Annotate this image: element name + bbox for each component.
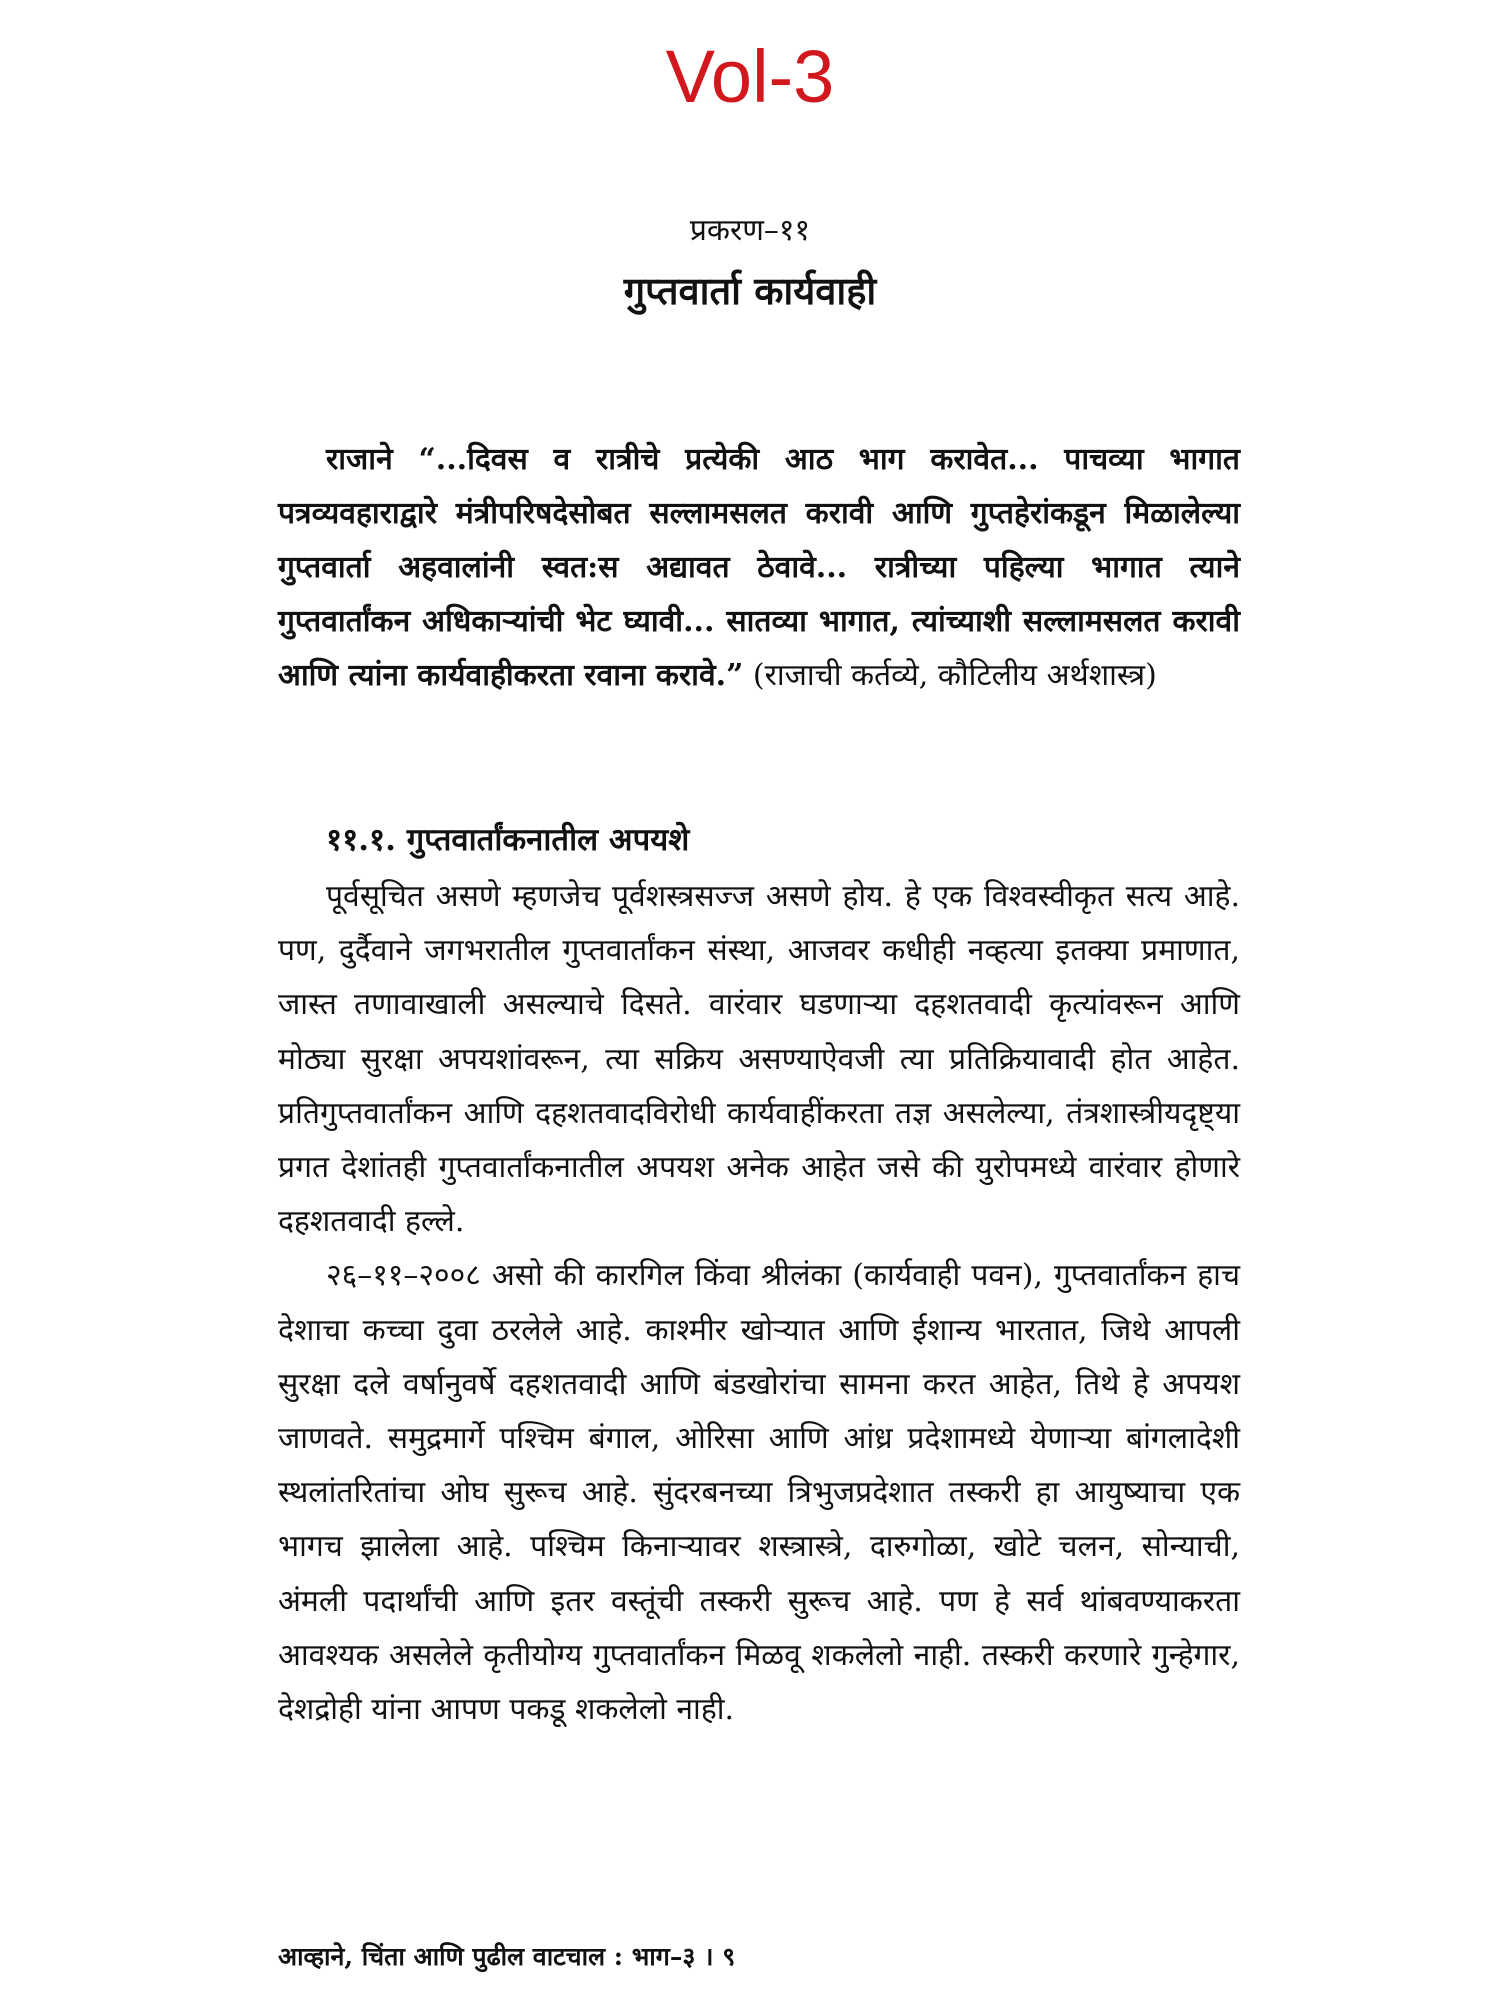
volume-label: Vol-3 bbox=[665, 35, 835, 118]
chapter-label: प्रकरण–११ bbox=[689, 213, 811, 248]
section-body bbox=[278, 870, 1240, 1737]
epigraph-quote: राजाने “...दिवस व रात्रीचे प्रत्येकी आठ भाग करावेत... पाचव्या भागात पत्रव्यवहाराद्वारे मंत्रीपरिषदेसोबत सल्लामसलत करावी आणि गुप्तहेरांकडून मिळालेल्या गुप्तवार्ता अहवालांनी स्वत:स अद्यावत ठेवावे... रात्रीच्या पहिल्या भागात त्याने गुप्तवार्तांकन अधिकाऱ्यांची भेट घ्यावी... सातव्या भागात, त्यांच्याशी सल्लामसलत करावी आणि त्यांना कार्यवाहीकरता रवाना करावे.” bbox=[278, 442, 1240, 693]
epigraph-source: (राजाची कर्तव्ये, कौटिलीय अर्थशास्त्र) bbox=[743, 658, 1157, 693]
body-paragraph: पूर्वसूचित असणे म्हणजेच पूर्वशस्त्रसज्ज असणे होय. हे एक विश्वस्वीकृत सत्य आहे. पण, दुर्दैवाने जगभरातील गुप्तवार्तांकन संस्था, आजवर कधीही नव्हत्या इतक्या प्रमाणात, जास्त तणावाखाली असल्याचे दिसते. वारंवार घडणाऱ्या दहशतवादी कृत्यांवरून आणि मोठ्या सुरक्षा अपयशांवरून, त्या सक्रिय असण्याऐवजी त्या प्रतिक्रियावादी होत आहेत. प्रतिगुप्तवार्तांकन आणि दहशतवादविरोधी कार्यवाहींकरता तज्ञ असलेल्या, तंत्रशास्त्रीयदृष्ट्या प्रगत देशांतही गुप्तवार्तांकनातील अपयश अनेक आहेत जसे की युरोपमध्ये वारंवार होणारे दहशतवादी हल्ले. bbox=[278, 879, 1240, 1240]
body-paragraph: २६–११–२००८ असो की कारगिल किंवा श्रीलंका (कार्यवाही पवन), गुप्तवार्तांकन हाच देशाचा कच्चा दुवा ठरलेले आहे. काश्मीर खोऱ्यात आणि ईशान्य भारतात, जिथे आपली सुरक्षा दले वर्षानुवर्षे दहशतवादी आणि बंडखोरांचा सामना करत आहेत, तिथे हे अपयश जाणवते. समुद्रमार्गे पश्चिम बंगाल, ओरिसा आणि आंध्र प्रदेशामध्ये येणाऱ्या बांगलादेशी स्थलांतरितांचा ओघ सुरूच आहे. सुंदरबनच्या त्रिभुजप्रदेशात तस्करी हा आयुष्याचा एक भागच झालेला आहे. पश्चिम किनाऱ्यावर शस्त्रास्त्रे, दारुगोळा, खोटे चलन, सोन्याची, अंमली पदार्थांची आणि इतर वस्तूंची तस्करी सुरूच आहे. पण हे सर्व थांबवण्याकरता आवश्यक असलेले कृतीयोग्य गुप्तवार्तांकन मिळवू शकलेलो नाही. तस्करी करणारे गुन्हेगार, देशद्रोही यांना आपण पकडू शकलेलो नाही. bbox=[278, 1258, 1240, 1728]
page-footer: आव्हाने, चिंता आणि पुढील वाटचाल : भाग–३ । ९ bbox=[278, 1942, 736, 1971]
epigraph bbox=[278, 433, 1240, 703]
chapter-title: गुप्तवार्ता कार्यवाही bbox=[623, 268, 877, 313]
section-heading: ११.१. गुप्तवार्तांकनातील अपयशे bbox=[326, 822, 690, 858]
